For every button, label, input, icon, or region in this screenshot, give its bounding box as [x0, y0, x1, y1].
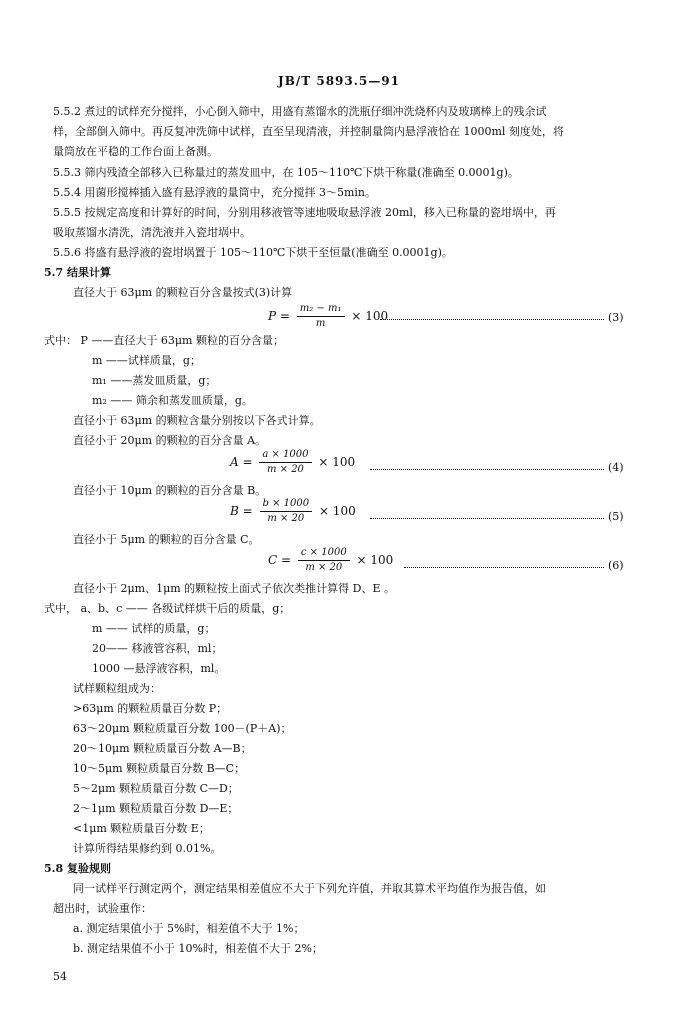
equation-4-lhs: A = [230, 455, 253, 469]
equation-6-denominator: m × 20 [305, 562, 343, 573]
equation-6-numerator: c × 1000 [298, 547, 350, 561]
equation-5-numerator: b × 1000 [260, 498, 313, 512]
para-5-5-2-line3: 量筒放在平稳的工作台面上备测。 [53, 145, 218, 158]
equation-5-factor: × 100 [318, 504, 356, 518]
below-2-1-intro: 直径小于 2μm、1μm 的颗粒按上面式子依次类推计算得 D、E 。 [73, 582, 395, 595]
equation-3-denominator: m [315, 318, 326, 329]
section-5-7-heading: 5.7 结果计算 [44, 266, 111, 279]
equation-4-number: (4) [608, 461, 624, 474]
equation-4-leader-dots [370, 469, 604, 470]
equation-3-fraction [297, 303, 345, 330]
composition-2-1: 2～1μm 颗粒质量百分数 D—E； [73, 802, 239, 815]
equation-6-number: (6) [608, 559, 624, 572]
composition-63-20: 63～20μm 颗粒质量百分数 100－(P＋A)； [73, 722, 292, 735]
equation-3 [268, 303, 388, 330]
equation-5-leader-dots [370, 518, 604, 519]
standard-number-header: JB/T 5893.5—91 [278, 74, 400, 88]
equation-6-fraction [298, 547, 350, 574]
retest-rule-b: b. 测定结果值不小于 10%时，相差值不大于 2%； [73, 942, 323, 955]
retest-rule-line1: 同一试样平行测定两个，测定结果相差值应不大于下列允许值，并取其算术平均值作为报告值，如 [73, 882, 546, 895]
definition-suspension-volume: 1000 —悬浮液容积，ml。 [92, 662, 226, 675]
para-5-5-2-line1: 5.5.2 煮过的试样充分搅拌，小心倒入筛中，用盛有蒸馏水的洗瓶仔细冲洗烧杯内及玻璃棒上的残余试 [53, 105, 547, 118]
equation-4 [230, 449, 355, 476]
equation-4-fraction [259, 449, 311, 476]
equation-6-factor: × 100 [356, 553, 394, 567]
rounding-note: 计算所得结果修约到 0.01%。 [73, 842, 222, 855]
composition-below-1: <1μm 颗粒质量百分数 E； [73, 822, 210, 835]
retest-rule-line2: 超出时，试验重作： [53, 902, 152, 915]
para-5-5-3: 5.5.3 筛内残渣全部移入已称量过的蒸发皿中，在 105～110℃下烘干称量(准确至 0.0001g)。 [53, 166, 519, 179]
equation-5-denominator: m × 20 [267, 513, 305, 524]
page-number: 54 [53, 970, 67, 983]
retest-rule-a: a. 测定结果值小于 5%时，相差值不大于 1%； [73, 922, 305, 935]
equation-5 [230, 498, 356, 525]
composition-above-63: >63μm 的颗粒质量百分数 P； [73, 702, 228, 715]
para-5-5-5-line1: 5.5.5 按规定高度和计算好的时间，分别用移液管等速地吸取悬浮液 20ml，移入已称量的瓷坩埚中，再 [53, 206, 556, 219]
below-10-intro: 直径小于 10μm 的颗粒的百分含量 B。 [73, 484, 267, 497]
equation-5-lhs: B = [230, 504, 253, 518]
definition-m1: m₁ ——蒸发皿质量，g； [92, 374, 217, 387]
below-5-intro: 直径小于 5μm 的颗粒的百分含量 C。 [73, 533, 260, 546]
definition-m: m ——试样质量，g； [92, 354, 201, 367]
composition-10-5: 10～5μm 颗粒质量百分数 B—C； [73, 762, 246, 775]
equation-3-leader-dots [380, 319, 604, 320]
where-clause-1: 式中： P ——直径大于 63μm 颗粒的百分含量； [44, 334, 284, 347]
below-63-intro: 直径小于 63μm 的颗粒含量分别按以下各式计算。 [73, 414, 321, 427]
equation-5-number: (5) [608, 510, 624, 523]
definition-m-sample: m —— 试样的质量，g； [92, 622, 216, 635]
equation-3-number: (3) [608, 311, 624, 324]
para-5-5-4: 5.5.4 用菌形搅棒插入盛有悬浮液的量筒中，充分搅拌 3～5min。 [53, 186, 377, 199]
composition-20-10: 20～10μm 颗粒质量百分数 A—B； [73, 742, 252, 755]
equation-3-factor: × 100 [351, 309, 389, 323]
equation-3-lhs: P = [268, 309, 290, 323]
equation-5-fraction [260, 498, 313, 525]
composition-5-2: 5～2μm 颗粒质量百分数 C—D； [73, 782, 239, 795]
definition-pipette-volume: 20—— 移液管容积，ml； [92, 642, 223, 655]
para-5-5-5-line2: 吸取蒸馏水清洗，清洗液并入瓷坩埚中。 [53, 226, 251, 239]
equation-6 [268, 547, 393, 574]
para-5-5-2-line2: 样，全部倒入筛中。再反复冲洗筛中试样，直至呈现清液，并控制量筒内悬浮液恰在 1000ml 刻度处，将 [53, 125, 564, 138]
below-20-intro: 直径小于 20μm 的颗粒的百分含量 A。 [73, 434, 267, 447]
equation-4-numerator: a × 1000 [259, 449, 311, 463]
equation-4-denominator: m × 20 [266, 464, 304, 475]
equation-6-lhs: C = [268, 553, 292, 567]
equation-3-numerator: m₂ − m₁ [297, 303, 345, 317]
section-5-8-heading: 5.8 复验规则 [44, 862, 111, 875]
equation-4-factor: × 100 [318, 455, 356, 469]
definition-m2: m₂ —— 筛余和蒸发皿质量，g。 [92, 394, 253, 407]
composition-intro: 试样颗粒组成为： [73, 682, 161, 695]
formula-3-intro: 直径大于 63μm 的颗粒百分含量按式(3)计算 [73, 286, 293, 299]
equation-6-leader-dots [404, 567, 604, 568]
where-clause-2: 式中， a、b、c —— 各级试样烘干后的质量，g； [44, 602, 291, 615]
para-5-5-6: 5.5.6 将盛有悬浮液的瓷坩埚置于 105～110℃下烘干至恒量(准确至 0.0001g)。 [53, 246, 453, 259]
